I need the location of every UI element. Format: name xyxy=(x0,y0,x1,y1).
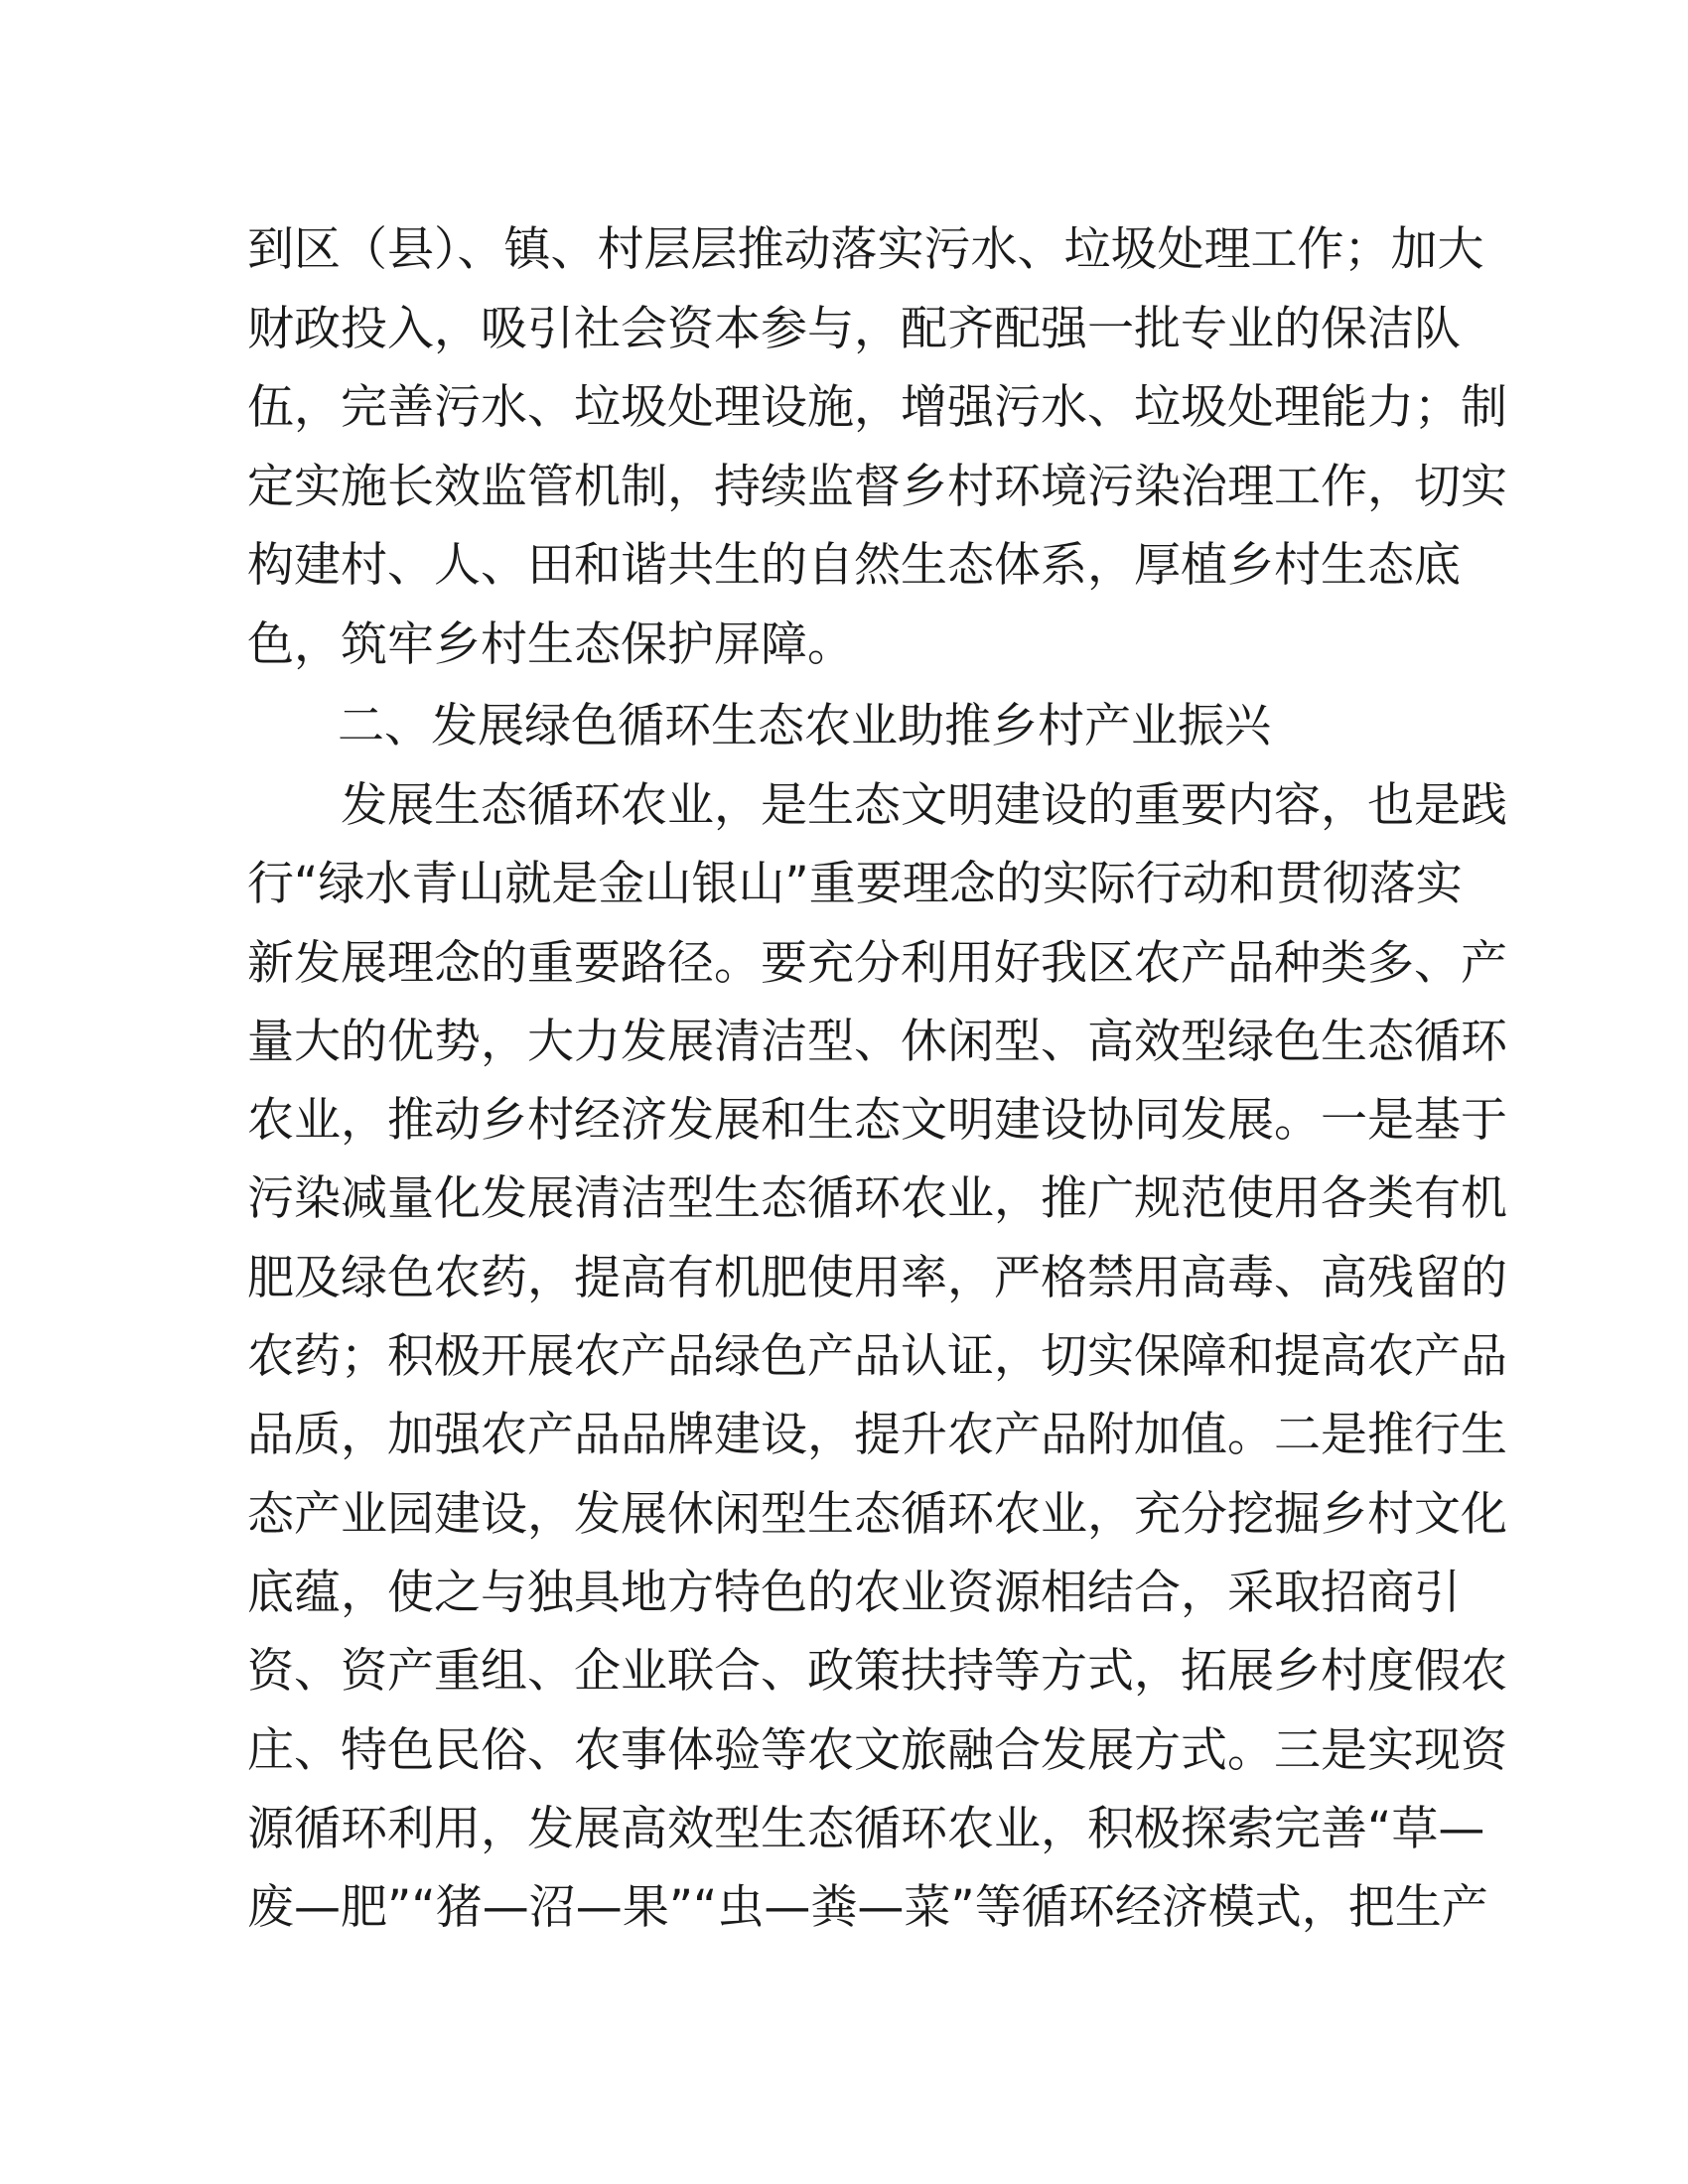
paragraph-continued xyxy=(247,210,1507,684)
text-line: 财政投入，吸引社会资本参与，配齐配强一批专业的保洁队 xyxy=(247,301,1461,356)
text-line: 资、资产重组、企业联合、政策扶持等方式，拓展乡村度假农 xyxy=(247,1644,1507,1700)
text-line: 肥及绿色农药，提高有机肥使用率，严格禁用高毒、高残留的 xyxy=(247,1250,1507,1305)
text-line: 新发展理念的重要路径。要充分利用好我区农产品种类多、产 xyxy=(247,935,1507,991)
text-line: 发展生态循环农业，是生态文明建设的重要内容，也是践 xyxy=(247,778,1507,833)
text-line: 定实施长效监管机制，持续监督乡村环境污染治理工作，切实 xyxy=(247,459,1507,514)
text-line: 庄、特色民俗、农事体验等农文旅融合发展方式。三是实现资 xyxy=(247,1722,1507,1778)
text-line: 行“绿水青山就是金山银山”重要理念的实际行动和贯彻落实 xyxy=(247,857,1463,912)
text-line: 伍，完善污水、垃圾处理设施，增强污水、垃圾处理能力；制 xyxy=(247,380,1507,435)
text-line: 底蕴，使之与独具地方特色的农业资源相结合，采取招商引 xyxy=(247,1565,1461,1620)
text-line: 源循环利用，发展高效型生态循环农业，积极探索完善“草— xyxy=(247,1801,1485,1856)
text-line: 到区（县）、镇、村层层推动落实污水、垃圾处理工作；加大 xyxy=(247,222,1484,277)
text-line: 量大的优势，大力发展清洁型、休闲型、高效型绿色生态循环 xyxy=(247,1014,1507,1069)
paragraph-body xyxy=(247,766,1507,1947)
text-line: 态产业园建设，发展休闲型生态循环农业，充分挖掘乡村文化 xyxy=(247,1486,1507,1542)
text-line: 废—肥”“猪—沼—果”“虫—粪—菜”等循环经济模式，把生产 xyxy=(247,1880,1488,1936)
text-line: 农业，推动乡村经济发展和生态文明建设协同发展。一是基于 xyxy=(247,1093,1507,1149)
section-heading: 二、发展绿色循环生态农业助推乡村产业振兴 xyxy=(338,699,1271,753)
text-line: 品质，加强农产品品牌建设，提升农产品附加值。二是推行生 xyxy=(247,1408,1507,1463)
text-line: 污染减量化发展清洁型生态循环农业，推广规范使用各类有机 xyxy=(247,1171,1507,1227)
text-line: 构建村、人、田和谐共生的自然生态体系，厚植乡村生态底 xyxy=(247,538,1461,593)
text-line: 农药；积极开展农产品绿色产品认证，切实保障和提高农产品 xyxy=(247,1329,1507,1385)
text-line: 色，筑牢乡村生态保护屏障。 xyxy=(247,616,854,672)
